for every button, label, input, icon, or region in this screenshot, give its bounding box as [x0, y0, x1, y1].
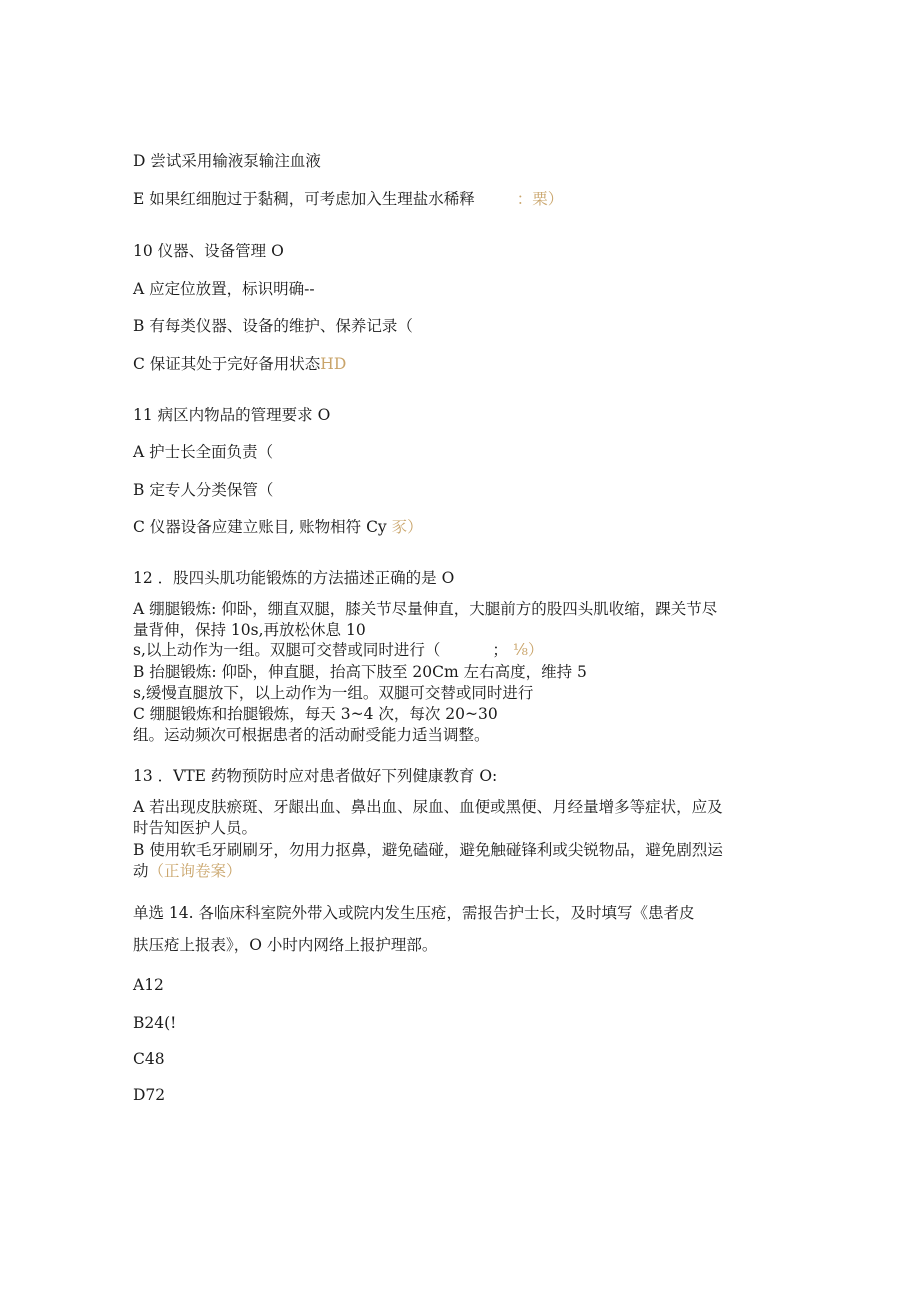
q13-option-a-line1: A 若出现皮肤瘀斑、牙龈出血、鼻出血、尿血、血便或黑便、月经量增多等症状，应及 [133, 798, 723, 816]
q12-option-b-line2: s,缓慢直腿放下，以上动作为一组。双腿可交替或同时进行 [133, 684, 534, 702]
q12-option-c-line2: 组。运动频次可根据患者的活动耐受能力适当调整。 [133, 726, 490, 744]
q11-option-a: A 护士长全面负责（ [133, 443, 274, 461]
q9-option-e-mark: ：栗） [516, 190, 564, 208]
q12-option-a-mark: ⅛） [512, 641, 544, 659]
q13-option-b-line1: B 使用软毛牙刷刷牙，勿用力抠鼻，避免磕碰，避免触碰锋利或尖锐物品，避免剧烈运 [133, 841, 723, 859]
q11-title: 11 病区内物品的管理要求 O [133, 406, 331, 424]
q14-title-line1: 单选 14. 各临床科室院外带入或院内发生压疮，需报告护士长，及时填写《患者皮 [133, 904, 695, 922]
q10-option-c: C 保证其处于完好备用状态HD [133, 355, 347, 373]
q10-option-a: A 应定位放置，标识明确-- [133, 280, 315, 298]
q12-option-c-line1: C 绷腿锻炼和抬腿锻炼，每天 3~4 次，每次 20~30 [133, 705, 498, 723]
q11-option-c: C 仪器设备应建立账目, 账物相符 Cy 豕） [133, 518, 423, 536]
q14-option-b: B24(! [133, 1014, 177, 1032]
q10-option-c-mark: HD [320, 355, 347, 373]
q10-option-b: B 有每类仪器、设备的维护、保养记录（ [133, 317, 413, 335]
q10-title: 10 仪器、设备管理 O [133, 242, 284, 260]
q12-option-a-line2: 量背伸，保持 10s,再放松休息 10 [133, 621, 366, 639]
q14-option-a: A12 [133, 976, 164, 994]
q14-option-c: C48 [133, 1050, 165, 1068]
q11-option-c-mark: 豕） [391, 518, 423, 536]
q13-option-a-line2: 时告知医护人员。 [133, 819, 258, 837]
q14-option-d: D72 [133, 1086, 166, 1104]
q13-option-b-mark: （正询卷案） [148, 862, 242, 880]
q12-option-a-line1: A 绷腿锻炼: 仰卧，绷直双腿，膝关节尽量伸直，大腿前方的股四头肌收缩，踝关节尽 [133, 600, 718, 618]
q12-option-a-line3: s,以上动作为一组。双腿可交替或同时进行（ ； ⅛） [133, 641, 544, 659]
q12-title: 12 ．股四头肌功能锻炼的方法描述正确的是 O [133, 569, 455, 587]
q14-title-line2: 肤压疮上报表》，O 小时内网络上报护理部。 [133, 936, 438, 954]
q9-option-e: E 如果红细胞过于黏稠，可考虑加入生理盐水稀释 ：栗） [133, 190, 564, 208]
q13-option-b-line2: 动（正询卷案） [133, 862, 242, 880]
q12-option-b-line1: B 抬腿锻炼: 仰卧，伸直腿，抬高下肢至 20Cm 左右高度，维持 5 [133, 663, 587, 681]
q13-title: 13 ．VTE 药物预防时应对患者做好下列健康教育 O: [133, 767, 498, 785]
q9-option-d: D 尝试采用输液泵输注血液 [133, 152, 321, 170]
q11-option-b: B 定专人分类保管（ [133, 481, 274, 499]
